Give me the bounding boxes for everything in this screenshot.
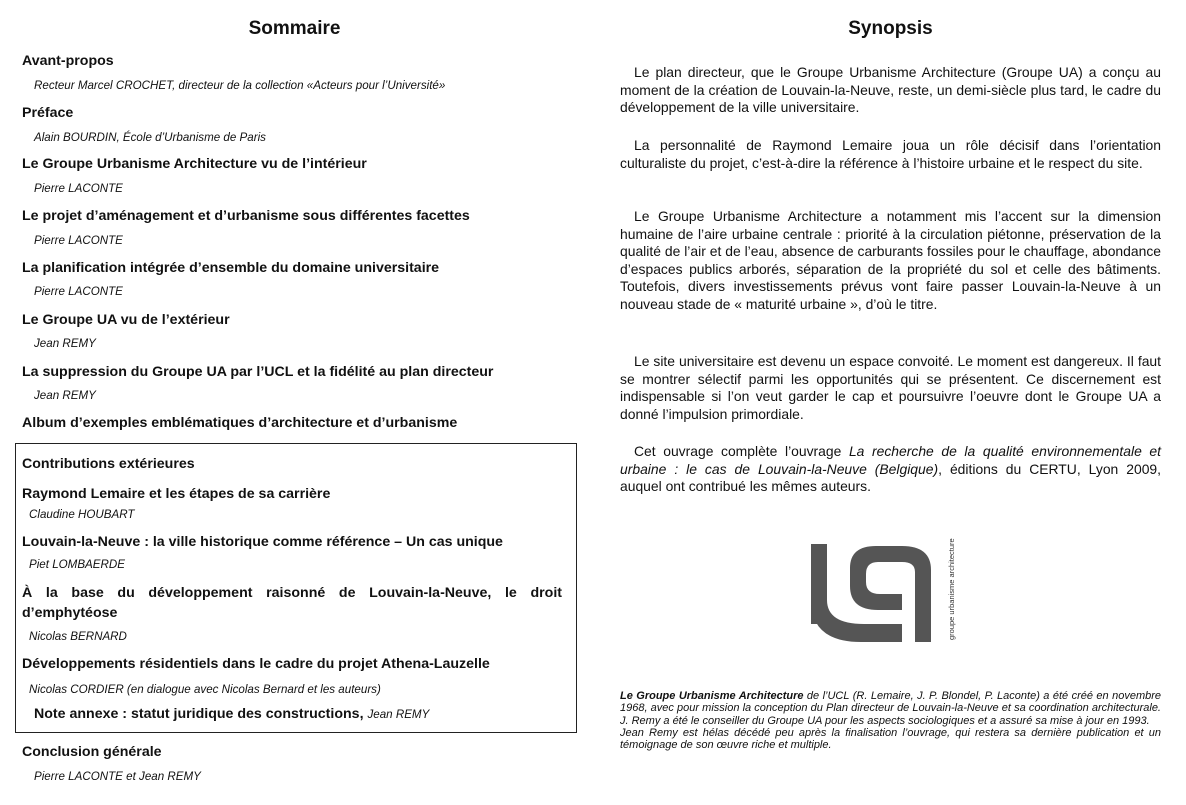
contribution-author-lemaire: Claudine HOUBART <box>29 508 135 521</box>
entry-title-projet-amenagement: Le projet d’aménagement et d’urbanisme sous différentes facettes <box>22 208 470 224</box>
entry-title-preface: Préface <box>22 105 74 121</box>
caption-bold: Le Groupe Urbanisme Architecture <box>620 690 804 702</box>
entry-title-album: Album d’exemples emblématiques d’architecture et d’urbanisme <box>22 415 458 431</box>
groupe-ua-logo-icon <box>806 530 976 650</box>
contribution-title-ville-historique: Louvain-la-Neuve : la ville historique comme référence – Un cas unique <box>22 534 503 550</box>
entry-title-groupe-exterieur: Le Groupe UA vu de l’extérieur <box>22 312 230 328</box>
entry-author-groupe-exterieur: Jean REMY <box>34 337 96 350</box>
synopsis-paragraph-1: Le plan directeur, que le Groupe Urbanisme Architecture (Groupe UA) a conçu au moment de la création de Louvain-la-Neuve, reste, un demi-siècle plus tard, le cadre du développement de la ville universitaire. <box>620 64 1161 116</box>
contribution-author-athena: Nicolas CORDIER (en dialogue avec Nicolas Bernard et les auteurs) <box>29 683 381 696</box>
entry-author-projet-amenagement: Pierre LACONTE <box>34 234 123 247</box>
caption-text: de l’UCL (R. Lemaire, J. P. Blondel, P. Laconte) a été créé en novembre 1968, avec pour mission la conception du Plan directeur de Louvain-la-Neuve et sa coordination architecturale. J. Remy a été le conseiller du Groupe UA pour les aspects sociologiques et a assuré sa mise à jour en 1993. <box>620 690 1162 727</box>
synopsis-title: Synopsis <box>848 18 933 39</box>
contributions-box <box>15 443 577 733</box>
note-annexe <box>34 706 429 722</box>
caption-text-2: Jean Remy est hélas décédé peu après la finalisation l’ouvrage, qui restera sa dernière publication et un témoignage de son œuvre riche et multiple. <box>620 726 1161 752</box>
entry-author-planification: Pierre LACONTE <box>34 285 123 298</box>
contribution-title-emphyteose: À la base du développement raisonné de Louvain-la-Neuve, le droit d’emphytéose <box>22 585 562 621</box>
contribution-author-ville-historique: Piet LOMBAERDE <box>29 558 125 571</box>
sommaire-title: Sommaire <box>248 18 341 39</box>
conclusion-author: Pierre LACONTE et Jean REMY <box>34 770 201 783</box>
contributions-heading: Contributions extérieures <box>22 456 195 472</box>
entry-title-planification: La planification intégrée d’ensemble du domaine universitaire <box>22 260 440 276</box>
contribution-title-lemaire: Raymond Lemaire et les étapes de sa carrière <box>22 486 331 502</box>
logo-caption <box>620 690 1161 751</box>
entry-title-avant-propos: Avant-propos <box>22 53 114 69</box>
synopsis-paragraph-3: Le Groupe Urbanisme Architecture a notamment mis l’accent sur la dimension humaine de l’aire urbaine centrale : priorité à la circulation piétonne, préservation de la qualité de l’air et de l’eau, absence de carburants fossiles pour le chauffage, abondance d’espaces publics arborés, séparation de la propriété du sol et celle des bâtiments. Toutefois, divers investissements prévus vont faire passer Louvain-la-Neuve à un nouveau stade de « maturité urbaine », d’où le titre. <box>620 208 1161 312</box>
synopsis-paragraph-4: Le site universitaire est devenu un espace convoité. Le moment est dangereux. Il faut se montrer sélectif parmi les opportunités qui se présentent. Ce discernement est indispensable si l’on veut garder le cap et poursuivre l’oeuvre dont le Groupe UA a donné l’impulsion primordiale. <box>620 353 1161 422</box>
conclusion-title: Conclusion générale <box>22 744 162 760</box>
groupe-ua-logo <box>806 530 976 650</box>
entry-title-suppression: La suppression du Groupe UA par l’UCL et la fidélité au plan directeur <box>22 364 494 380</box>
logo-vertical-text: groupe urbanisme architecture <box>947 538 956 640</box>
entry-author-preface: Alain BOURDIN, École d’Urbanisme de Paris <box>34 131 266 144</box>
entry-author-suppression: Jean REMY <box>34 389 96 402</box>
note-annexe-title: Note annexe : statut juridique des constructions, <box>34 706 364 722</box>
entry-title-groupe-interieur: Le Groupe Urbanisme Architecture vu de l’intérieur <box>22 156 367 172</box>
entry-author-groupe-interieur: Pierre LACONTE <box>34 182 123 195</box>
paragraph-5-end: , éditions du CERTU, Lyon 2009, auquel ont contribué les mêmes auteurs. <box>620 460 1162 495</box>
contribution-author-emphyteose: Nicolas BERNARD <box>29 630 127 643</box>
contribution-title-athena: Développements résidentiels dans le cadre du projet Athena-Lauzelle <box>22 656 490 672</box>
entry-author-avant-propos: Recteur Marcel CROCHET, directeur de la collection «Acteurs pour l’Université» <box>34 79 446 92</box>
paragraph-5-start: Cet ouvrage complète l’ouvrage <box>634 443 849 459</box>
note-annexe-author: Jean REMY <box>367 708 430 721</box>
synopsis-paragraph-5 <box>620 443 1161 496</box>
synopsis-paragraph-2: La personnalité de Raymond Lemaire joua un rôle décisif dans l’orientation culturaliste du projet, c’est-à-dire la référence à l’histoire urbaine et le respect du site. <box>620 137 1161 171</box>
paragraph-5-book-title: La recherche de la qualité environnementale et urbaine : le cas de Louvain-la-Neuve (Belgique) <box>620 443 1161 477</box>
